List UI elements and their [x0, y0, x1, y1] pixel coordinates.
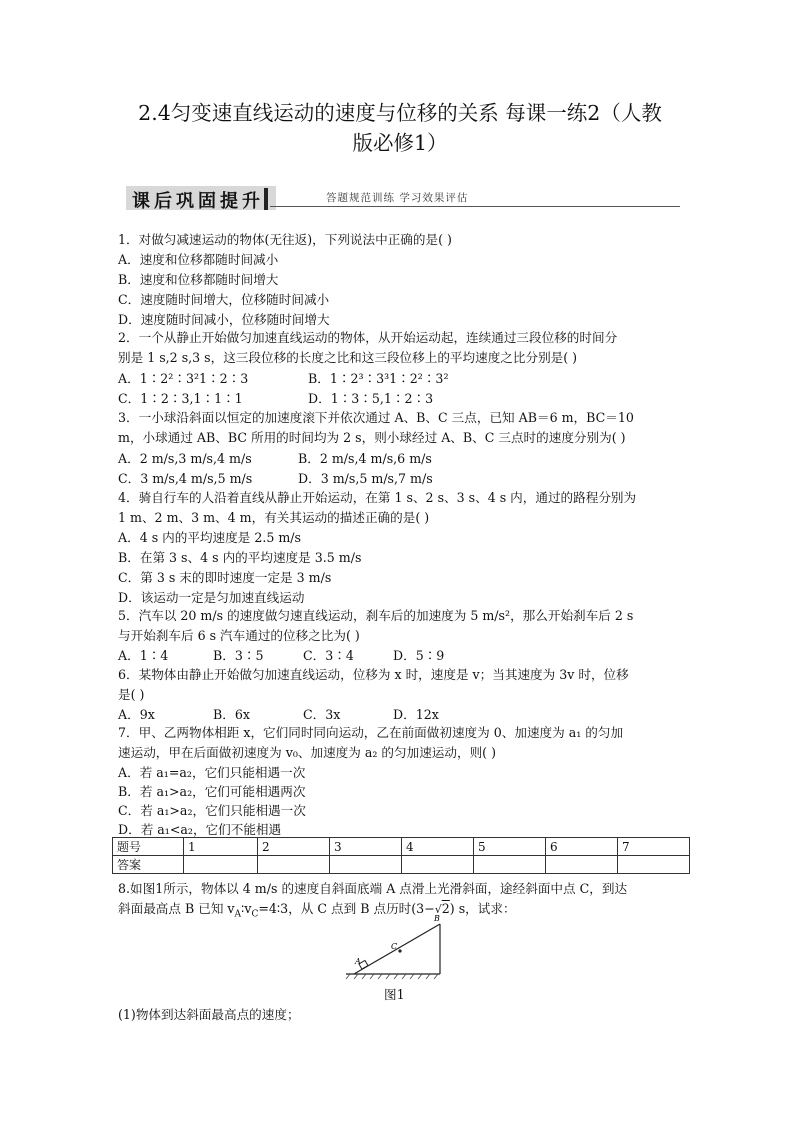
q6-option-a: A．9x — [118, 707, 155, 722]
banner-label: 课后巩固提升 — [132, 191, 264, 212]
table-row — [113, 838, 690, 856]
q4-option-d: D．该运动一定是匀加速直线运动 — [118, 590, 305, 605]
q6-option-d: D．12x — [393, 707, 439, 722]
answer-cell[interactable] — [546, 856, 618, 874]
table-header-cell: 2 — [258, 838, 330, 856]
q7-option-a: A．若 a₁=a₂，它们只能相遇一次 — [118, 765, 306, 780]
q3-stem-line-1: 3．一小球沿斜面以恒定的加速度滚下并依次通过 A、B、C 三点，已知 AB＝6 m，BC＝10 — [118, 410, 634, 425]
q8-sub-c: C — [251, 909, 259, 920]
answer-cell[interactable] — [618, 856, 690, 874]
label-b: B — [434, 914, 440, 923]
table-row — [113, 856, 690, 874]
q5-option-c: C．3∶4 — [303, 648, 354, 663]
section-banner — [120, 186, 680, 210]
q5-stem-line-2: 与开始刹车后 6 s 汽车通过的位移之比为( ) — [118, 628, 360, 643]
answer-cell[interactable] — [258, 856, 330, 874]
q8-sub-a: A — [234, 909, 242, 920]
table-header-cell: 4 — [402, 838, 474, 856]
q3-stem-line-2: m，小球通过 AB、BC 所用的时间均为 2 s，则小球经过 A、B、C 三点时的速度分别为( ) — [118, 430, 626, 445]
q3-option-d: D．3 m/s,5 m/s,7 m/s — [298, 471, 433, 486]
banner-subtitle: 答题规范训练 学习效果评估 — [326, 192, 469, 204]
q1-option-c: C．速度随时间增大，位移随时间减小 — [118, 292, 330, 307]
sqrt-icon: √ — [434, 903, 442, 916]
q7-option-c: C．若 a₁>a₂，它们只能相遇一次 — [118, 803, 306, 818]
q6-option-c: C．3x — [303, 707, 341, 722]
title-line-2: 版必修1） — [352, 131, 448, 155]
q6-stem-line-2: 是( ) — [118, 687, 145, 702]
q1-stem: 1．对做匀减速运动的物体(无往返)，下列说法中正确的是( ) — [118, 232, 452, 247]
table-header-cell: 题号 — [113, 838, 184, 856]
answer-label-cell: 答案 — [113, 856, 184, 874]
q6-stem-line-1: 6．某物体由静止开始做匀加速直线运动，位移为 x 时，速度是 v；当其速度为 3v 时，位移 — [118, 667, 629, 682]
q4-option-b: B．在第 3 s、4 s 内的平均速度是 3.5 m/s — [118, 550, 362, 565]
q4-option-c: C．第 3 s 末的即时速度一定是 3 m/s — [118, 570, 332, 585]
point-c — [398, 949, 401, 952]
q2-option-a: A．1∶2²∶3²1∶2∶3 — [118, 371, 249, 386]
table-header-cell: 7 — [618, 838, 690, 856]
q8-stem-text-4: ) s，试求： — [449, 901, 516, 916]
q7-option-d: D．若 a₁<a₂，它们不能相遇 — [118, 822, 282, 837]
page-title — [120, 98, 680, 158]
q5-stem-line-1: 5．汽车以 20 m/s 的速度做匀速直线运动，刹车后的加速度为 5 m/s²，那么开始刹车后 2 s — [118, 608, 634, 623]
table-header-cell: 1 — [184, 838, 258, 856]
figure-caption: 图1 — [384, 987, 405, 1002]
answer-cell[interactable] — [474, 856, 546, 874]
label-c: C — [391, 942, 398, 951]
q4-stem-line-1: 4．骑自行车的人沿着直线从静止开始运动，在第 1 s、2 s、3 s、4 s 内，通过的路程分别为 — [118, 490, 637, 505]
q2-option-c: C．1∶2∶3,1∶1∶1 — [118, 391, 243, 406]
q4-option-a: A．4 s 内的平均速度是 2.5 m/s — [118, 530, 302, 545]
q7-stem-line-1: 7．甲、乙两物体相距 x，它们同时同向运动，乙在前面做初速度为 0、加速度为 a₁ 的匀加 — [118, 725, 624, 740]
banner-rule — [270, 206, 680, 207]
q8-stem-text-1: 斜面最高点 B 已知 v — [118, 901, 235, 916]
q8-stem-text-3: =4∶3，从 C 点到 B 点历时(3− — [258, 901, 435, 916]
answer-cell[interactable] — [184, 856, 258, 874]
table-header-cell: 5 — [474, 838, 546, 856]
q3-option-c: C．3 m/s,4 m/s,5 m/s — [118, 471, 253, 486]
ground-hatch — [346, 974, 438, 979]
q8-stem-line-1: 8.如图1所示，物体以 4 m/s 的速度自斜面底端 A 点滑上光滑斜面，途经斜面中点 C，到达 — [118, 881, 628, 896]
q8-stem-text-2: ∶v — [241, 901, 252, 916]
incline-figure — [340, 912, 450, 982]
title-line-1: 2.4匀变速直线运动的速度与位移的关系 每课一练2（人教 — [138, 101, 662, 125]
answer-cell[interactable] — [402, 856, 474, 874]
q8-sqrt-value: 2 — [441, 901, 450, 916]
label-a: A — [355, 957, 361, 966]
q8-stem-line-2 — [118, 898, 516, 920]
q7-option-b: B．若 a₁>a₂，它们可能相遇两次 — [118, 784, 306, 799]
q2-option-b: B．1∶2³∶3³1∶2²∶3² — [308, 371, 449, 386]
table-header-cell: 6 — [546, 838, 618, 856]
q1-option-a: A．速度和位移都随时间减小 — [118, 252, 279, 267]
q3-option-b: B．2 m/s,4 m/s,6 m/s — [298, 451, 432, 466]
q7-stem-line-2: 速运动，甲在后面做初速度为 v₀、加速度为 a₂ 的匀加速运动，则( ) — [118, 745, 496, 760]
q8-part-1: (1)物体到达斜面最高点的速度； — [118, 1007, 300, 1022]
q4-stem-line-2: 1 m、2 m、3 m、4 m，有关其运动的描述正确的是( ) — [118, 510, 430, 525]
q2-option-d: D．1∶3∶5,1∶2∶3 — [308, 391, 434, 406]
table-header-cell: 3 — [330, 838, 402, 856]
q2-stem-line-1: 2．一个从静止开始做匀加速直线运动的物体，从开始运动起，连续通过三段位移的时间分 — [118, 330, 618, 345]
banner-divider — [264, 188, 268, 210]
q5-option-d: D．5∶9 — [393, 648, 445, 663]
q1-option-b: B．速度和位移都随时间增大 — [118, 272, 279, 287]
q5-option-b: B．3∶5 — [213, 648, 264, 663]
q1-option-d: D．速度随时间减小，位移随时间增大 — [118, 312, 330, 327]
q2-stem-line-2: 别是 1 s,2 s,3 s，这三段位移的长度之比和这三段位移上的平均速度之比分别是( ) — [118, 350, 578, 365]
q5-option-a: A．1∶4 — [118, 648, 169, 663]
answer-cell[interactable] — [330, 856, 402, 874]
q3-option-a: A．2 m/s,3 m/s,4 m/s — [118, 451, 252, 466]
q6-option-b: B．6x — [213, 707, 250, 722]
answer-table — [112, 837, 690, 874]
